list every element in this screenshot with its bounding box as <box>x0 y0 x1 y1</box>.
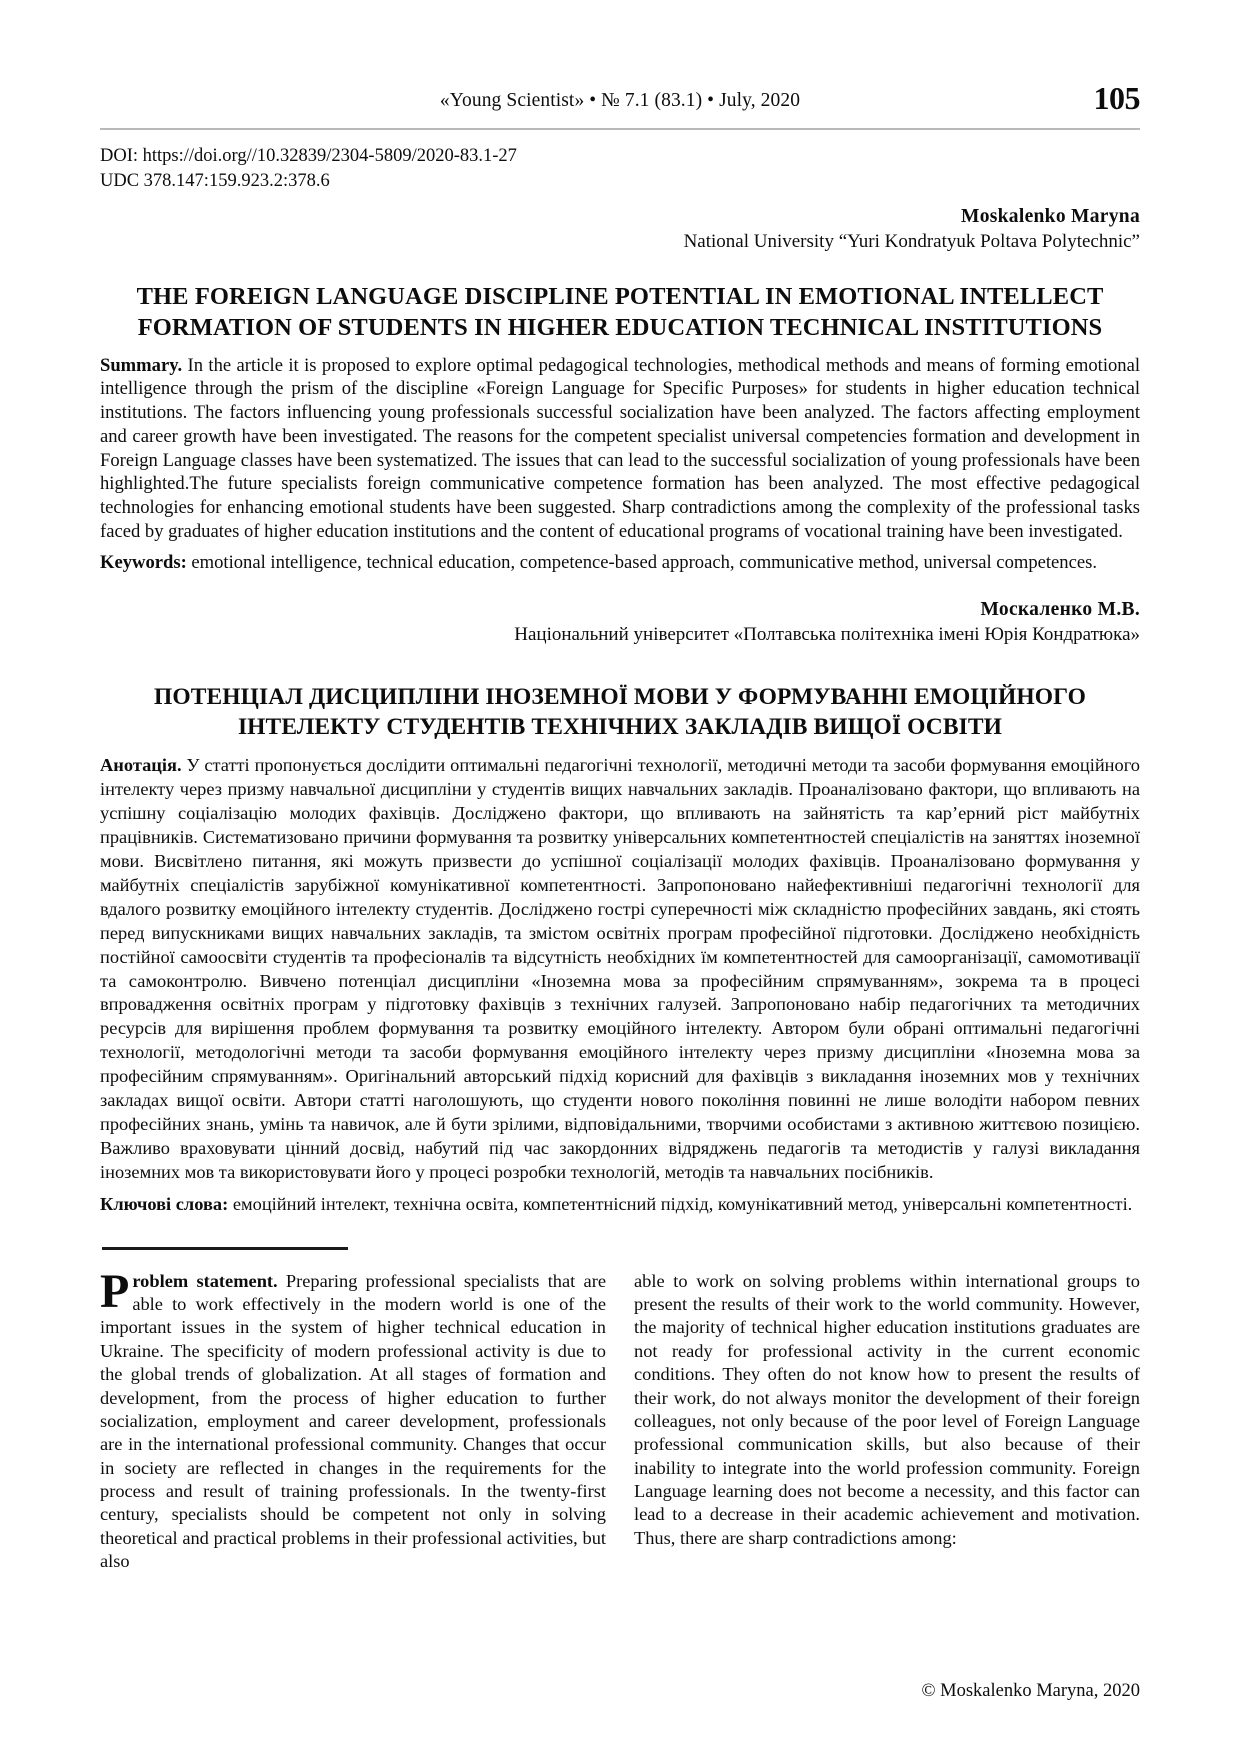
author-name-english: Moskalenko Maryna <box>961 205 1140 227</box>
keywords-text-english: emotional intelligence, technical education, competence-based approach, communicative method, universal competences. <box>186 552 1097 574</box>
body-paragraph-left: Problem statement. Preparing professional specialists that are able to work effectively in the modern world is one of the important issues in the system of higher technical education in Ukraine. The specificity of modern professional activity is due to the global trends of globalization. At all stages of formation and development, from the process of higher education to further socialization, employment and career development, professionals are in the international professional community. Changes that occur in society are reflected in changes in the requirements for the process and result of training professionals. In the twenty-first century, specialists should be competent not only in solving theoretical and practical problems in their professional activities, but also <box>100 1264 606 1572</box>
header-divider <box>100 128 1140 130</box>
article-identifiers <box>100 144 1140 194</box>
body-columns <box>100 1264 1140 1574</box>
keywords-paragraph-ukrainian <box>100 1193 1140 1217</box>
annotation-label: Анотація. <box>100 755 182 776</box>
author-affiliation-ukrainian: Національний університет «Полтавська політехніка імені Юрія Кондратюка» <box>514 624 1140 646</box>
body-column-right <box>634 1270 1140 1574</box>
annotation-paragraph <box>100 754 1140 1185</box>
summary-paragraph <box>100 354 1140 544</box>
article-title-ukrainian-line2: ІНТЕЛЕКТУ СТУДЕНТІВ ТЕХНІЧНИХ ЗАКЛАДІВ ВИЩОЇ ОСВІТИ <box>237 714 1003 741</box>
journal-issue-line: «Young Scientist» • № 7.1 (83.1) • July, 2020 <box>439 90 801 111</box>
author-affiliation-english: National University “Yuri Kondratyuk Poltava Polytechnic” <box>683 231 1140 253</box>
keywords-paragraph-english <box>100 551 1140 575</box>
keywords-label-english: Keywords: <box>100 552 187 574</box>
keywords-text-ukrainian: емоційний інтелект, технічна освіта, компетентнісний підхід, комунікативний метод, універсальні компетентності. <box>228 1193 1133 1214</box>
article-title-english-line1: THE FOREIGN LANGUAGE DISCIPLINE POTENTIAL IN EMOTIONAL INTELLECT <box>136 282 1104 310</box>
author-block-ukrainian <box>100 597 1140 648</box>
copyright-footer: © Moskalenko Maryna, 2020 <box>921 1681 1140 1701</box>
author-block-english <box>100 204 1140 255</box>
summary-label: Summary. <box>100 354 183 376</box>
summary-text: In the article it is proposed to explore optimal pedagogical technologies, methodical methods and means of forming emotional intelligence through the prism of the discipline «Foreign Language for Specific Purposes» for students in higher education technical institutions. The factors influencing young professionals successful socialization have been analyzed. The factors affecting employment and career growth have been investigated. The reasons for the competent specialist universal competencies formation and development in Foreign Language classes have been systematized. The issues that can lead to the successful socialization of young professionals have been highlighted.The future specialists foreign communicative competence formation has been analyzed. The most effective pedagogical technologies for enhancing emotional students have been suggested. Sharp contradictions among the complexity of the professional tasks faced by graduates of higher education institutions and the content of educational programs of vocational training have been investigated. <box>100 354 1140 542</box>
section-divider <box>102 1247 348 1250</box>
article-title-ukrainian-line1: ПОТЕНЦІАЛ ДИСЦИПЛІНИ ІНОЗЕМНОЇ МОВИ У ФОРМУВАННІ ЕМОЦІЙНОГО <box>153 684 1087 711</box>
article-title-ukrainian <box>100 682 1140 742</box>
article-title-english <box>100 281 1140 344</box>
body-column-left <box>100 1264 606 1574</box>
udc-line: UDC 378.147:159.923.2:378.6 <box>100 170 330 191</box>
page-number: 105 <box>1093 80 1140 116</box>
author-name-ukrainian: Москаленко М.В. <box>980 599 1140 621</box>
annotation-text: У статті пропонується дослідити оптимальні педагогічні технології, методичні методи та засоби формування емоційного інтелекту через призму навчальної дисципліни у студентів вищих навчальних закладів. Проаналізовано фактори, що впливають на успішну соціалізацію молодих фахівців. Досліджено фактори, що впливають на зайнятість та кар’ерний ріст майбутніх працівників. Систематизовано причини формування та розвитку універсальних компетентностей спеціалістів на заняттях іноземної мови. Висвітлено питання, які можуть призвести до успішної соціалізації молодих фахівців. Проаналізовано формування у майбутніх спеціалістів зарубіжної комунікативної компетентності. Запропоновано найефективніші педагогічні технології для вдалого розвитку емоційного інтелекту студентів. Досліджено гострі суперечності між складністю професійних завдань, які стоять перед випускниками вищих навчальних закладів, та змістом освітніх програм професійної підготовки. Досліджено необхідність постійної самоосвіти студентів та професіоналів та відсутність необхідних їм компетентностей для самоорганізації, самомотивації та самоконтролю. Вивчено потенціал дисципліни «Іноземна мова за професійним спрямуванням», зокрема та в процесі впровадження освітніх програм у підготовку фахівців з технічних галузей. Запропоновано набір педагогічних та методичних ресурсів для вирішення проблем формування та розвитку емоційного інтелекту. Автором були обрані оптимальні педагогічні технології, методологічні методи та засоби формування емоційного інтелекту через призму дисципліни «Іноземна мова за професійним спрямуванням». Оригінальний авторський підхід корисний для фахівців з викладання іноземних мов у технічних закладах вищої освіти. Автори статті наголошують, що студенти нового покоління повинні не лише володіти набором певних професійних знань, умінь та навичок, але й бути зрілими, відповідальними, творчими особистами з активною життєвою позицією. Важливо враховувати цінний досвід, набутий під час закордонних відряджень педагогів та методистів у галузі викладання іноземних мов та використовувати його у процесі розробки технологій, методів та навчальних посібників. <box>100 755 1140 1182</box>
article-title-english-line2: FORMATION OF STUDENTS IN HIGHER EDUCATION TECHNICAL INSTITUTIONS <box>137 314 1103 342</box>
keywords-label-ukrainian: Ключові слова: <box>100 1193 229 1214</box>
running-head <box>100 80 1140 130</box>
body-paragraph-right: able to work on solving problems within international groups to present the results of their work to the world community. However, the majority of technical higher education institutions graduates are not ready for professional activity in the current economic conditions. They often do not know how to present the results of their work, do not always monitor the development of their foreign colleagues, not only because of the poor level of Foreign Language professional communication skills, but also because of their inability to integrate into the world profession community. Foreign Language learning does not become a necessity, and this factor can lead to a decrease in their academic achievement and motivation. Thus, there are sharp contradictions among: <box>634 1270 1140 1548</box>
doi-line[interactable]: DOI: https://doi.org//10.32839/2304-5809/2020-83.1-27 <box>100 146 517 166</box>
section-heading-runin: Problem statement. <box>100 1264 278 1318</box>
